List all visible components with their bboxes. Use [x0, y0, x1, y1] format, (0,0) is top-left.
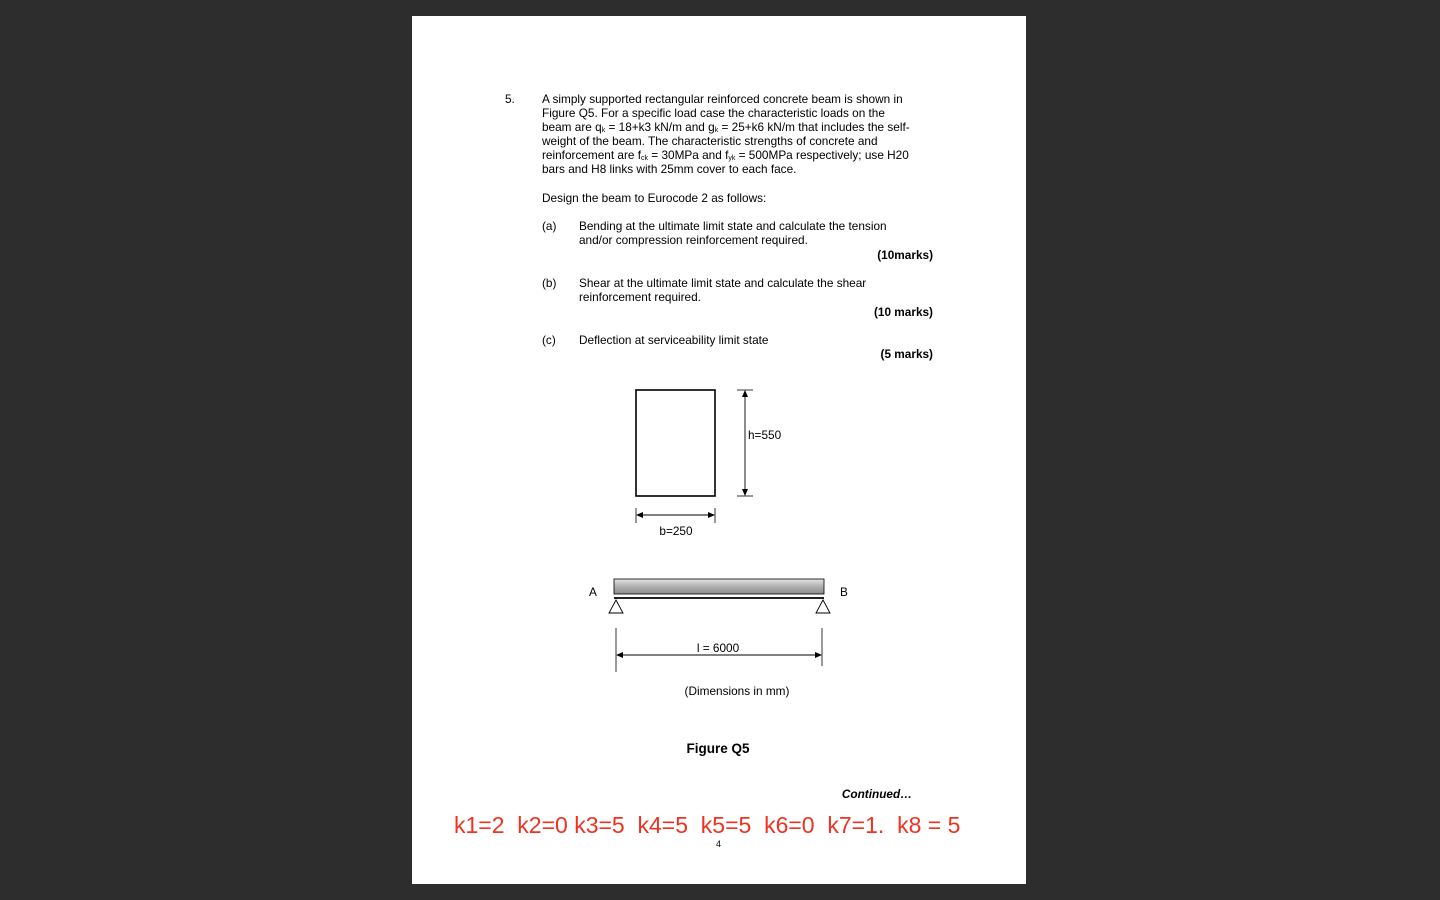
- beam-cross-section: [636, 390, 715, 496]
- figure-q5-drawing: [412, 16, 1026, 884]
- question-line-2: Figure Q5. For a specific load case the characteristic loads on the: [542, 106, 885, 120]
- part-b-label: (b): [542, 276, 557, 290]
- part-b-line-2: reinforcement required.: [579, 290, 701, 304]
- part-a-line-2: and/or compression reinforcement required.: [579, 233, 808, 247]
- part-c-label: (c): [542, 333, 556, 347]
- support-b-triangle: [816, 600, 830, 613]
- part-c-marks: (5 marks): [880, 347, 933, 361]
- question-line-1: A simply supported rectangular reinforced concrete beam is shown in: [542, 92, 903, 106]
- part-a-line-1: Bending at the ultimate limit state and calculate the tension: [579, 219, 887, 233]
- document-page: [412, 16, 1026, 884]
- part-b-marks: (10 marks): [873, 305, 933, 319]
- support-a-label: A: [589, 585, 597, 599]
- continued-note: Continued…: [841, 787, 912, 801]
- question-line-5: reinforcement are $f_{ck} = 30MPa$ and $f_{yk} = 500MPa$ respectively; use H20: [542, 148, 909, 162]
- part-b-line-1: Shear at the ultimate limit state and calculate the shear: [579, 276, 867, 290]
- span-label: l = 6000: [696, 641, 740, 655]
- question-number: 5.: [505, 92, 515, 106]
- page-number: 4: [716, 839, 722, 849]
- question-line-6: bars and H8 links with 25mm cover to each face.: [542, 162, 797, 176]
- question-line-4: weight of the beam. The characteristic strengths of concrete and: [542, 134, 878, 148]
- width-label: b=250: [659, 524, 693, 538]
- part-c-line-1: Deflection at serviceability limit state: [579, 333, 769, 347]
- support-b-label: B: [840, 585, 848, 599]
- height-label: h=550: [748, 428, 782, 442]
- beam-elevation: [614, 579, 824, 594]
- width-dimension: [636, 508, 715, 523]
- handwritten-k-values: k1=2 k2=0 k3=5 k4=5 k5=5 k6=0 k7=1. k8 = 5: [454, 812, 961, 838]
- part-a-label: (a): [542, 219, 557, 233]
- figure-caption: Figure Q5: [686, 741, 750, 756]
- support-a-triangle: [609, 600, 623, 613]
- question-line-3: beam are $q_k = 18+k3$ kN/m and $g_k = 25+k6$ kN/m that includes the self-: [542, 120, 910, 134]
- height-dimension: [737, 390, 753, 496]
- part-a-marks: (10marks): [877, 248, 933, 262]
- units-note: (Dimensions in mm): [684, 684, 790, 698]
- design-intro: Design the beam to Eurocode 2 as follows:: [542, 191, 767, 205]
